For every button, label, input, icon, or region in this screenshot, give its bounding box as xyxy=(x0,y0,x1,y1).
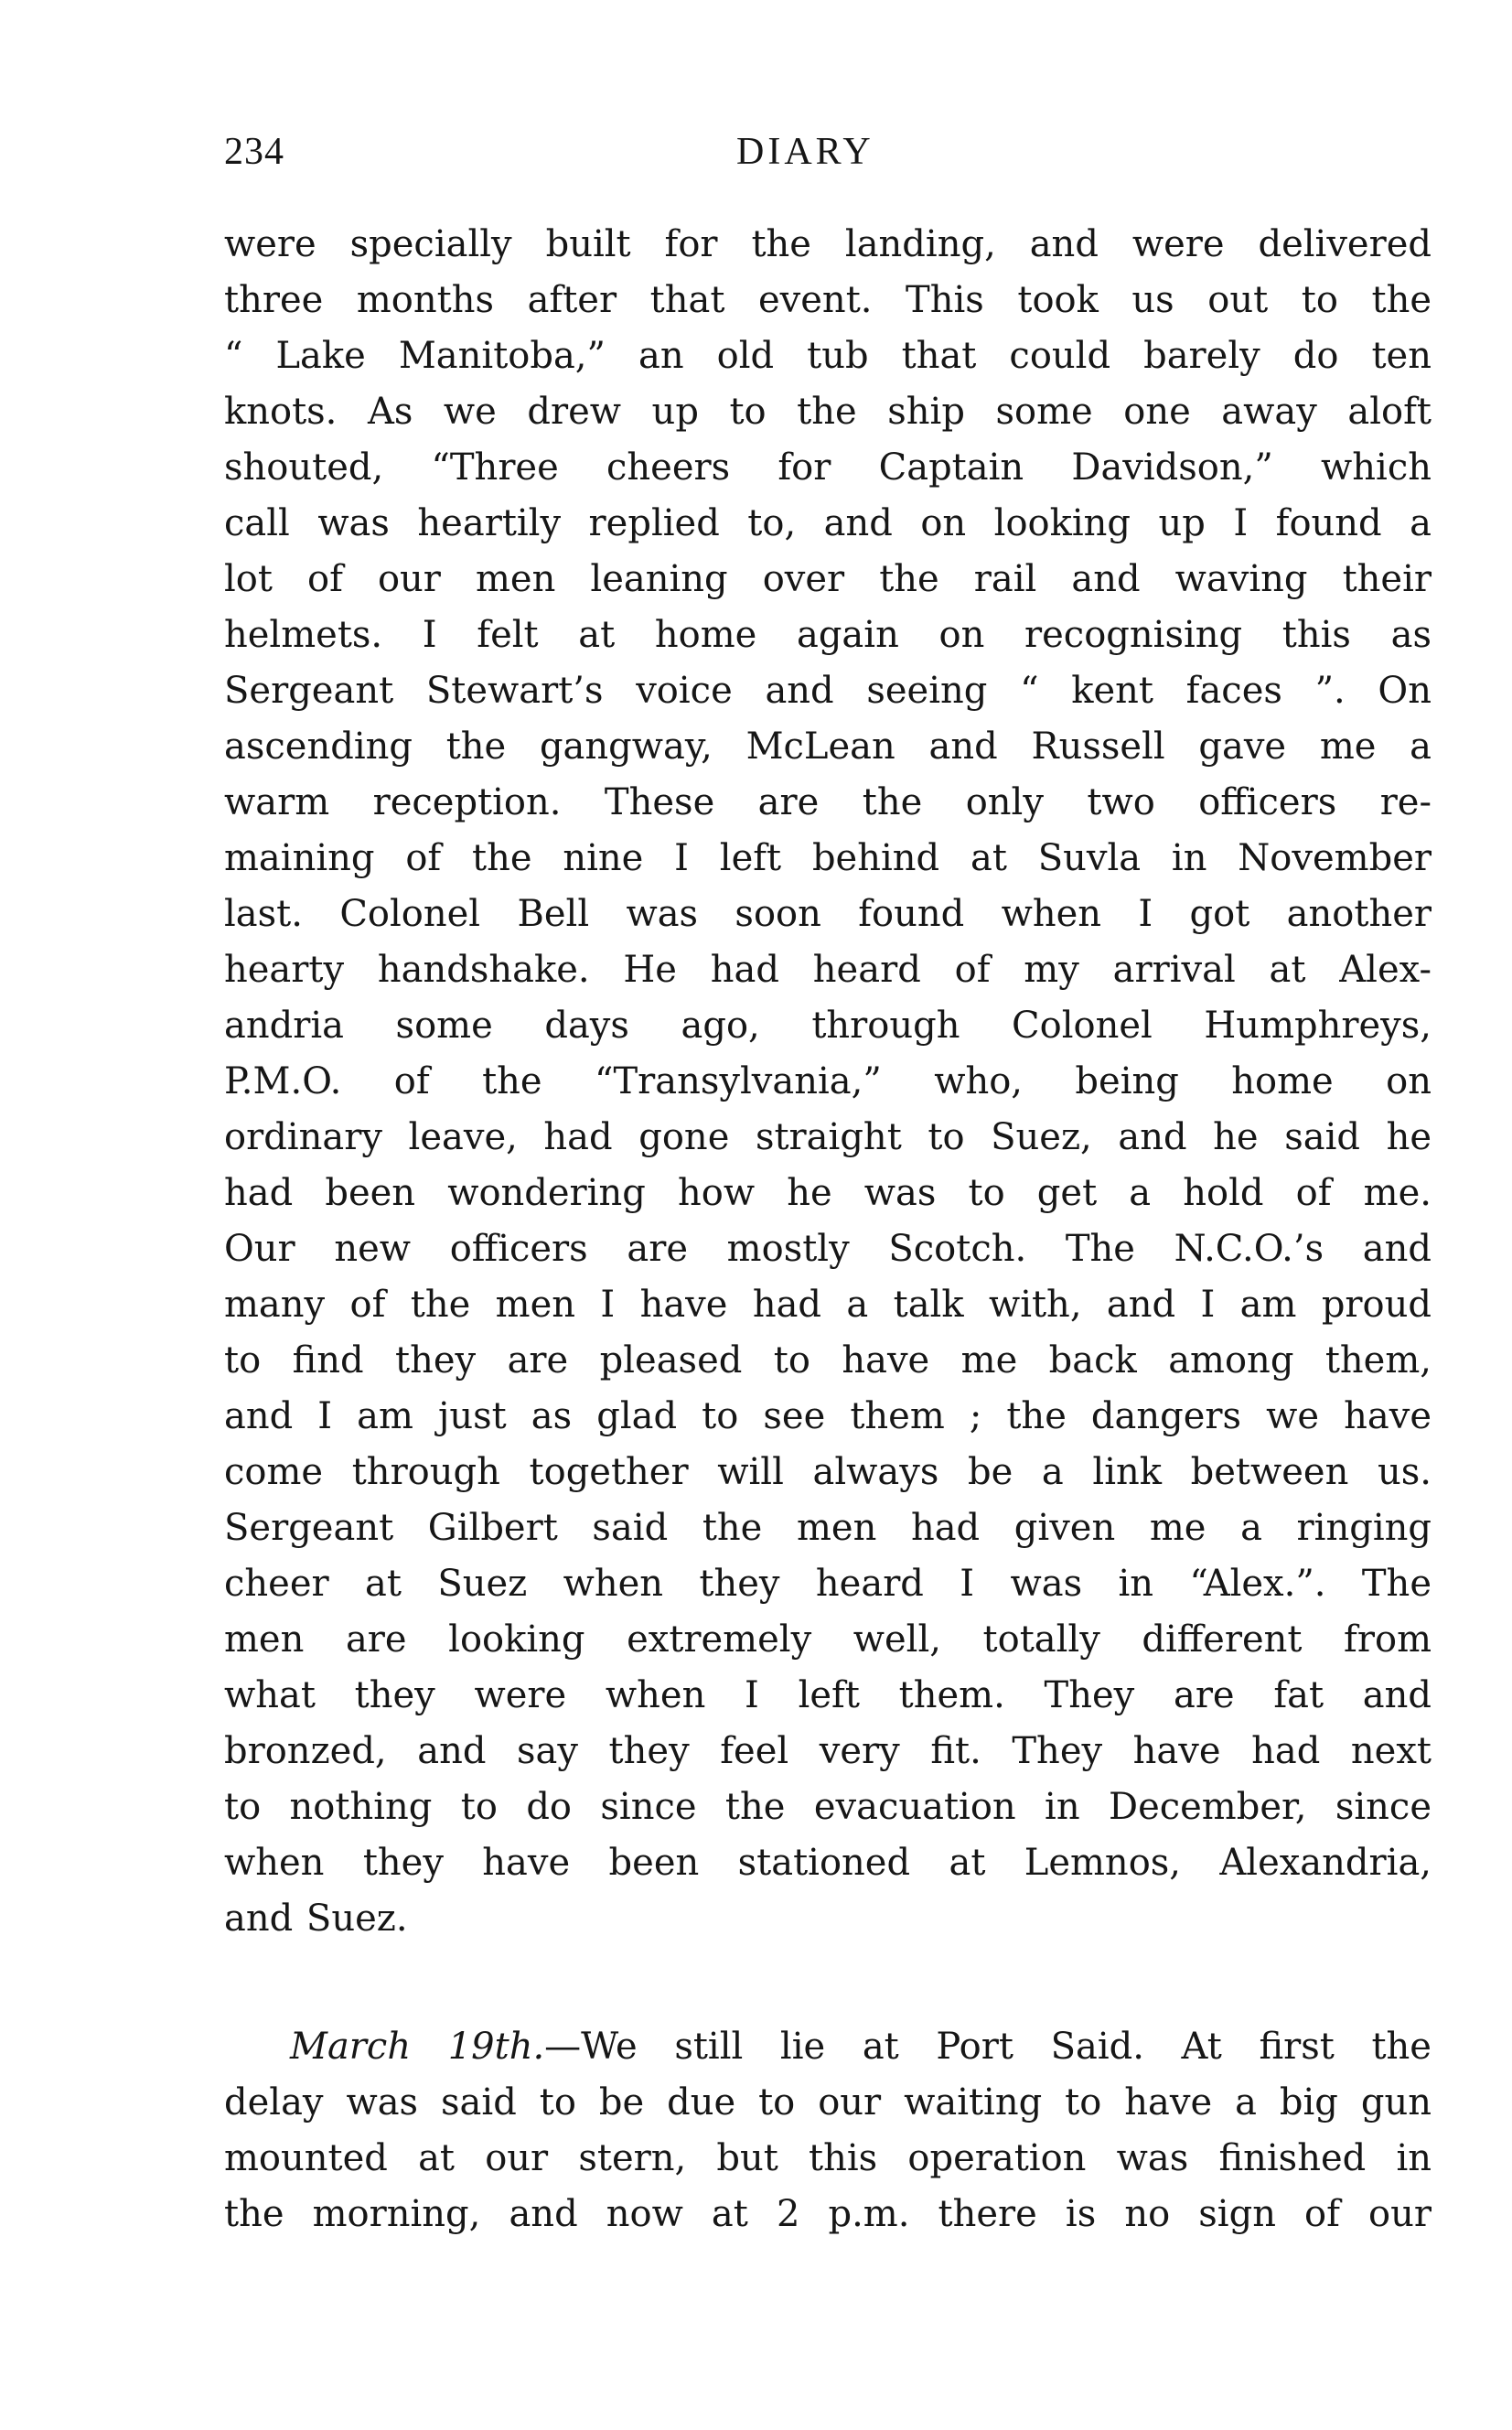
text-line: three months after that event. This took us out to the xyxy=(224,279,1432,321)
text-line: delay was said to be due to our waiting to have a big gun xyxy=(224,2081,1432,2124)
text-line: mounted at our stern, but this operation was finished in xyxy=(224,2137,1432,2179)
running-title: DIARY xyxy=(736,131,874,173)
text-line: the morning, and now at 2 p.m. there is no sign of our xyxy=(224,2193,1432,2235)
text-line: andria some days ago, through Colonel Humphreys, xyxy=(224,1005,1432,1047)
text-line: men are looking extremely well, totally different from xyxy=(224,1618,1432,1661)
text-line: knots. As we drew up to the ship some one away aloft xyxy=(224,391,1432,433)
text-line: and Suez. xyxy=(224,1898,408,1940)
entry-date: March 19th. xyxy=(290,2026,545,2068)
page-number: 234 xyxy=(224,131,284,173)
diary-entry-march-19 xyxy=(224,2019,1432,2242)
text-line: were specially built for the landing, and were delivered xyxy=(224,223,1432,265)
text-line: ascending the gangway, McLean and Russell gave me a xyxy=(224,726,1432,768)
text-line: Our new officers are mostly Scotch. The N.C.O.’s and xyxy=(224,1228,1432,1270)
text-line: when they have been stationed at Lemnos, Alexandria, xyxy=(224,1842,1432,1884)
diary-paragraph-1 xyxy=(224,217,1432,1947)
text-line: to find they are pleased to have me back among them, xyxy=(224,1339,1432,1382)
running-head xyxy=(224,130,1432,185)
text-line: hearty handshake. He had heard of my arrival at Alex- xyxy=(224,949,1432,991)
text-line: what they were when I left them. They are fat and xyxy=(224,1674,1432,1716)
text-line: to nothing to do since the evacuation in December, since xyxy=(224,1786,1432,1828)
text-line: come through together will always be a link between us. xyxy=(224,1451,1432,1493)
text-line: had been wondering how he was to get a hold of me. xyxy=(224,1172,1432,1214)
text-line: maining of the nine I left behind at Suvla in November xyxy=(224,837,1432,879)
text-line: P.M.O. of the “Transylvania,” who, being home on xyxy=(224,1060,1432,1102)
text-line: many of the men I have had a talk with, and I am proud xyxy=(224,1284,1432,1326)
text-line: cheer at Suez when they heard I was in “Alex.”. The xyxy=(224,1563,1432,1605)
text-line: Sergeant Gilbert said the men had given me a ringing xyxy=(224,1507,1432,1549)
text-line: warm reception. These are the only two officers re- xyxy=(224,781,1432,823)
entry-first-line-text: —We still lie at Port Said. At first the xyxy=(544,2026,1432,2068)
text-line: and I am just as glad to see them ; the dangers we have xyxy=(224,1395,1432,1437)
text-line: Sergeant Stewart’s voice and seeing “ kent faces ”. On xyxy=(224,670,1432,712)
text-line: helmets. I felt at home again on recognising this as xyxy=(224,614,1432,656)
text-line: lot of our men leaning over the rail and waving their xyxy=(224,558,1432,600)
text-line: “ Lake Manitoba,” an old tub that could barely do ten xyxy=(224,335,1432,377)
text-line: ordinary leave, had gone straight to Suez, and he said he xyxy=(224,1116,1432,1158)
entry-first-line xyxy=(224,2019,1432,2075)
text-line: last. Colonel Bell was soon found when I got another xyxy=(224,893,1432,935)
text-line: shouted, “Three cheers for Captain Davidson,” which xyxy=(224,446,1432,489)
text-line: bronzed, and say they feel very fit. They have had next xyxy=(224,1730,1432,1772)
text-line: call was heartily replied to, and on looking up I found a xyxy=(224,502,1432,544)
